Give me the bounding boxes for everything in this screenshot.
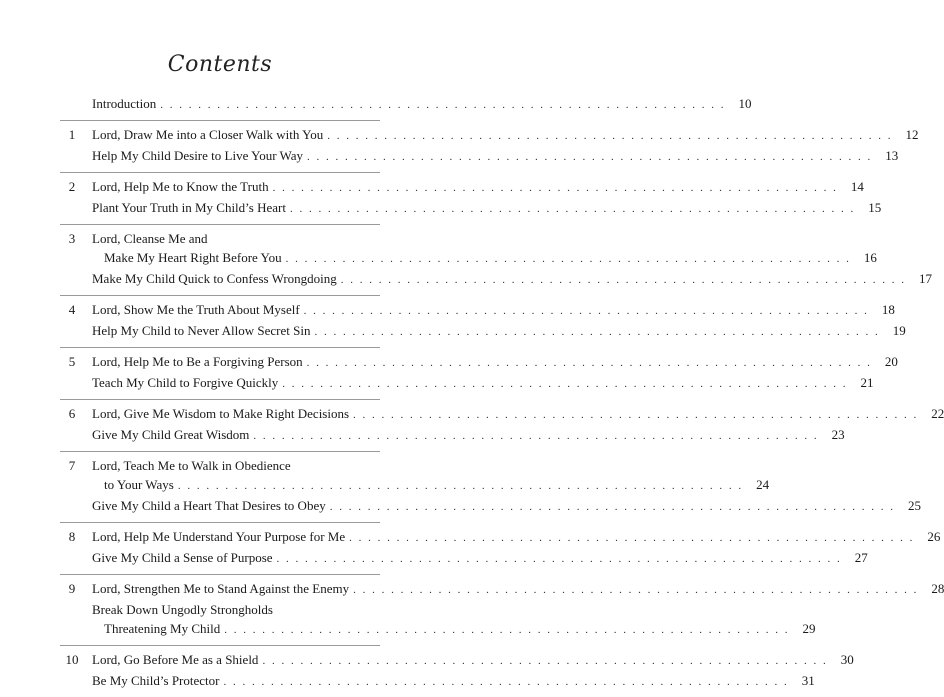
toc-line[interactable] [92,600,380,619]
chapter-number: 1 [68,127,76,142]
page-number: 26 [927,529,941,544]
toc-entry [60,90,752,120]
toc-title: Lord, Cleanse Me and [92,231,208,246]
dot-leader: . . . . . . . . . . . . . . . . . . . . . . . . . . . . . . . . . . . . . . . . . . . . . . . . . . . . . . . . . . . . [353,584,919,596]
chapter-number: 10 [65,652,79,667]
toc-title: Lord, Go Before Me as a Shield [92,652,259,667]
page-number: 17 [919,271,933,286]
page-number: 16 [863,250,877,265]
page-number: 30 [840,652,854,667]
toc-line[interactable] [92,404,944,425]
page-number: 13 [885,148,899,163]
toc-title: Lord, Teach Me to Walk in Obedience [92,458,291,473]
toc-title: Give My Child a Heart That Desires to Obey [92,498,326,513]
page-number: 25 [907,498,921,513]
toc-title: Help My Child Desire to Live Your Way [92,148,304,163]
dot-leader: . . . . . . . . . . . . . . . . . . . . . . . . . . . . . . . . . . . . . . . . . . . . . . . . . . . . . . . . . . . . [289,203,856,215]
toc-line[interactable] [92,229,380,248]
toc-title: Give My Child Great Wisdom [92,427,250,442]
page-number: 10 [738,96,752,111]
toc-title: Introduction [92,96,157,111]
toc-line[interactable] [92,650,854,671]
toc-line[interactable] [104,475,770,496]
dot-leader: . . . . . . . . . . . . . . . . . . . . . . . . . . . . . . . . . . . . . . . . . . . . . . . . . . . . . . . . . . . . [340,274,907,286]
dot-leader: . . . . . . . . . . . . . . . . . . . . . . . . . . . . . . . . . . . . . . . . . . . . . . . . . . . . . . . . . . . . [285,253,851,265]
chapter-number: 4 [68,302,76,317]
page-number: 22 [931,406,944,421]
toc-title: Lord, Strengthen Me to Stand Against the Enemy [92,581,350,596]
toc-entry [60,400,944,451]
toc-line[interactable] [92,125,919,146]
toc-title: Help My Child to Never Allow Secret Sin [92,323,311,338]
toc-title: Give My Child a Sense of Purpose [92,550,273,565]
toc-line[interactable] [92,671,815,692]
toc-title: Lord, Help Me to Know the Truth [92,179,269,194]
dot-leader: . . . . . . . . . . . . . . . . . . . . . . . . . . . . . . . . . . . . . . . . . . . . . . . . . . . . . . . . . . . . [349,532,915,544]
toc-line[interactable] [92,94,752,115]
toc-line[interactable] [92,146,899,167]
toc-line[interactable] [104,248,877,269]
dot-leader: . . . . . . . . . . . . . . . . . . . . . . . . . . . . . . . . . . . . . . . . . . . . . . . . . . . . . . . . . . . . [276,553,842,565]
toc-title: Lord, Help Me Understand Your Purpose for Me [92,529,346,544]
toc-title: Make My Heart Right Before You [104,250,282,265]
dot-leader: . . . . . . . . . . . . . . . . . . . . . . . . . . . . . . . . . . . . . . . . . . . . . . . . . . . . . . . . . . . . [314,326,880,338]
page-number: 19 [892,323,906,338]
chapter-number: 5 [68,354,76,369]
toc-title: Lord, Help Me to Be a Forgiving Person [92,354,303,369]
table-of-contents [60,90,944,697]
toc-entry [60,575,944,645]
chapter-number: 2 [68,179,76,194]
dot-leader: . . . . . . . . . . . . . . . . . . . . . . . . . . . . . . . . . . . . . . . . . . . . . . . . . . . . . . . . . . . . [353,409,919,421]
toc-title: Lord, Give Me Wisdom to Make Right Decisions [92,406,350,421]
page-number: 23 [831,427,845,442]
dot-leader: . . . . . . . . . . . . . . . . . . . . . . . . . . . . . . . . . . . . . . . . . . . . . . . . . . . . . . . . . . . . [262,655,828,667]
page-number: 27 [854,550,868,565]
chapter-number: 8 [68,529,76,544]
dot-leader: . . . . . . . . . . . . . . . . . . . . . . . . . . . . . . . . . . . . . . . . . . . . . . . . . . . . . . . . . . . . [306,357,872,369]
page-number: 24 [756,477,770,492]
toc-title: Teach My Child to Forgive Quickly [92,375,279,390]
toc-line[interactable] [92,456,380,475]
page-number: 20 [884,354,898,369]
toc-title: Plant Your Truth in My Child’s Heart [92,200,286,215]
toc-entry [60,646,854,697]
dot-leader: . . . . . . . . . . . . . . . . . . . . . . . . . . . . . . . . . . . . . . . . . . . . . . . . . . . . . . . . . . . . [223,676,789,688]
page-number: 18 [881,302,895,317]
dot-leader: . . . . . . . . . . . . . . . . . . . . . . . . . . . . . . . . . . . . . . . . . . . . . . . . . . . . . . . . . . . . [307,151,873,163]
toc-title: to Your Ways [104,477,174,492]
toc-line[interactable] [92,352,898,373]
page-number: 15 [868,200,882,215]
toc-line[interactable] [92,548,868,569]
page-title: Contents [167,52,273,77]
toc-line[interactable] [92,496,921,517]
toc-line[interactable] [92,269,933,290]
toc-entry [60,348,898,399]
toc-title: Lord, Draw Me into a Closer Walk with You [92,127,324,142]
page-number: 31 [801,673,815,688]
toc-entry [60,452,921,522]
chapter-number: 6 [68,406,76,421]
toc-entry [60,296,906,347]
chapter-number: 3 [68,231,76,246]
toc-title: Lord, Show Me the Truth About Myself [92,302,300,317]
toc-entry [60,523,941,574]
dot-leader: . . . . . . . . . . . . . . . . . . . . . . . . . . . . . . . . . . . . . . . . . . . . . . . . . . . . . . . . . . . . [327,130,893,142]
page-number: 28 [931,581,944,596]
toc-line[interactable] [92,300,895,321]
toc-entry [60,173,882,224]
toc-title: Threatening My Child [104,621,221,636]
toc-entry [60,121,919,172]
toc-line[interactable] [92,425,845,446]
chapter-number: 7 [68,458,76,473]
dot-leader: . . . . . . . . . . . . . . . . . . . . . . . . . . . . . . . . . . . . . . . . . . . . . . . . . . . . . . . . . . . . [282,378,848,390]
dot-leader: . . . . . . . . . . . . . . . . . . . . . . . . . . . . . . . . . . . . . . . . . . . . . . . . . . . . . . . . . . . . [272,182,838,194]
dot-leader: . . . . . . . . . . . . . . . . . . . . . . . . . . . . . . . . . . . . . . . . . . . . . . . . . . . . . . . . . . . . [224,624,790,636]
page-number: 29 [802,621,816,636]
dot-leader: . . . . . . . . . . . . . . . . . . . . . . . . . . . . . . . . . . . . . . . . . . . . . . . . . . . . . . . . . . . . [160,99,726,111]
toc-title: Be My Child’s Protector [92,673,220,688]
dot-leader: . . . . . . . . . . . . . . . . . . . . . . . . . . . . . . . . . . . . . . . . . . . . . . . . . . . . . . . . . . . . [303,305,869,317]
toc-line[interactable] [92,177,864,198]
page-number: 14 [850,179,864,194]
toc-line[interactable] [92,321,906,342]
page-number: 21 [860,375,874,390]
toc-line[interactable] [92,373,874,394]
chapter-number: 9 [68,581,76,596]
dot-leader: . . . . . . . . . . . . . . . . . . . . . . . . . . . . . . . . . . . . . . . . . . . . . . . . . . . . . . . . . . . . [177,480,744,492]
page-number: 12 [905,127,919,142]
toc-line[interactable] [92,198,882,219]
dot-leader: . . . . . . . . . . . . . . . . . . . . . . . . . . . . . . . . . . . . . . . . . . . . . . . . . . . . . . . . . . . . [329,501,895,513]
toc-line[interactable] [104,619,816,640]
toc-line[interactable] [92,527,941,548]
toc-line[interactable] [92,579,944,600]
dot-leader: . . . . . . . . . . . . . . . . . . . . . . . . . . . . . . . . . . . . . . . . . . . . . . . . . . . . . . . . . . . . [253,430,819,442]
toc-title: Make My Child Quick to Confess Wrongdoing [92,271,337,286]
toc-title: Break Down Ungodly Strongholds [92,602,273,617]
toc-entry [60,225,933,295]
